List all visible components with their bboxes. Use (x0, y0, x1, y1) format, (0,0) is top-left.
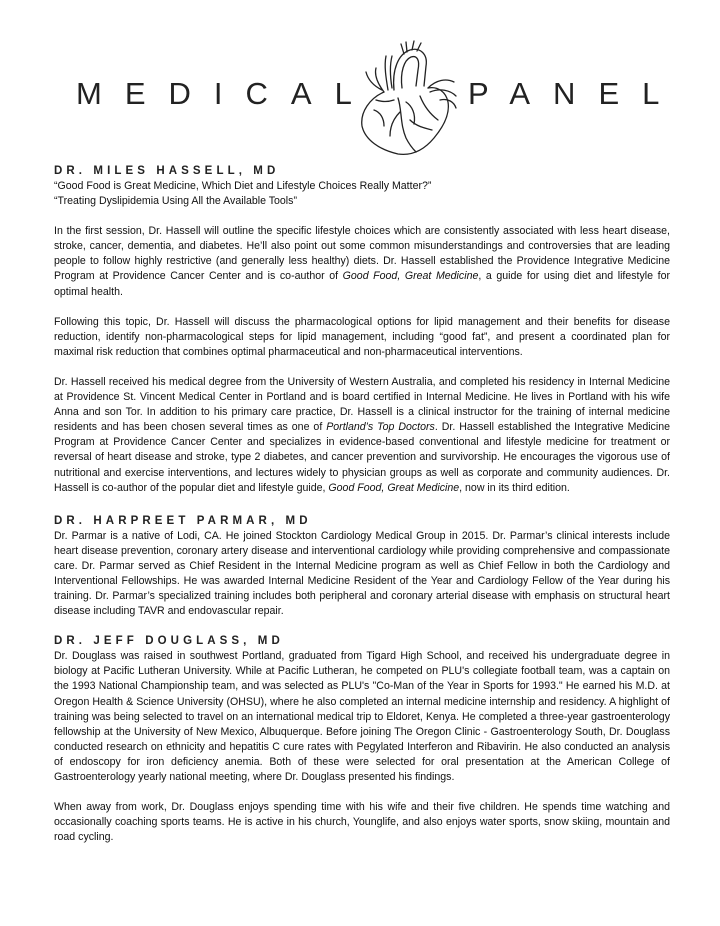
doctor-name: DR. JEFF DOUGLASS, MD (54, 635, 284, 648)
title-panel: PANEL (468, 76, 683, 111)
bio-paragraph: Dr. Hassell received his medical degree from the University of Western Australia, and completed his residency in Internal Medicine at Providence St. Vincent Medical Center in Portland and is board certified in Internal Medicine. He lives in Portland with his wife Anna and son Tor. In addition to his primary care practice, Dr. Hassell is a clinical instructor for the training of internal medicine residents and has been chosen several times as one of Portland’s Top Doctors. Dr. Hassell established the Integrative Medicine Program at Providence Cancer Center and specializes in evidence-based conventional and lifestyle medicine for treatment or reversal of heart disease and stroke, type 2 diabetes, and cancer prevention and survivorship. He encourages the vigorous use of nutritional and exercise interventions, and lectures widely to physician groups as well as corporate and community audiences. Dr. Hassell is co-author of the popular diet and lifestyle guide, Good Food, Great Medicine, now in its third edition. (54, 375, 670, 494)
doctor-section-hassell (54, 163, 670, 496)
doctor-name: DR. HARPREET PARMAR, MD (54, 514, 312, 527)
doctor-name: DR. MILES HASSELL, MD (54, 165, 280, 177)
doctor-section-douglass (54, 633, 670, 845)
talk-title: “Good Food is Great Medicine, Which Diet and Lifestyle Choices Really Matter?” (54, 180, 432, 192)
anatomical-heart-icon (354, 40, 460, 158)
bio-paragraph: Following this topic, Dr. Hassell will discuss the pharmacological options for lipid management and their benefits for disease reduction, identify non-pharmacological steps for lipid management, including “good fat”, and present a coordinated plan for maximal risk reduction that combines optimal pharmaceutical and non-pharmaceutical interventions. (54, 315, 670, 358)
page-header (0, 0, 720, 160)
honor-title: Portland’s Top Doctors (326, 421, 435, 434)
main-content (54, 163, 670, 845)
bio-paragraph: Dr. Douglass was raised in southwest Portland, graduated from Tigard High School, and received his undergraduate degree in biology at Pacific Lutheran University. While at Pacific Lutheran, he competed on PLU's collegiate football team, was a captain on the 1993 National Championship team, and was selected as PLU's "Co-Man of the Year in Sports for 1993." He earned his M.D. at Oregon Health & Science University (OHSU), where he also completed an internal medicine internship and residency. A highlight of training was being selected to travel on an international medical trip to Eldoret, Kenya. He completed a three-year gastroenterology fellowship at the University of New Mexico, Albuquerque. Before joining The Oregon Clinic - Gastroenterology South, Dr. Douglass conducted research on ethnicity and hepatitis C cure rates with Pegylated Interferon and Ribavirin. He also conducted an analysis of endoscopy for iron deficiency anemia. Both of these were selected for oral presentation at the American College of Gastroenterology yearly national meeting, where Dr. Douglass presented his findings. (54, 650, 670, 783)
talk-title: “Treating Dyslipidemia Using All the Available Tools” (54, 195, 297, 208)
doctor-section-parmar (54, 513, 670, 620)
bio-paragraph: When away from work, Dr. Douglass enjoys spending time with his wife and their five children. He spends time watching and occasionally coaching sports teams. He is active in his church, Younglife, and also enjoys water sports, snow skiing, mountain and road cycling. (54, 801, 670, 844)
book-title: Good Food, Great Medicine (328, 481, 460, 494)
bio-paragraph: Dr. Parmar is a native of Lodi, CA. He joined Stockton Cardiology Medical Group in 2015. Dr. Parmar’s clinical interests include heart disease prevention, coronary artery disease and interventional cardiology while providing comprehensive and compassionate care. Dr. Parmar served as Chief Resident in the Internal Medicine program as well as Chief Fellow in both the Cardiology and Interventional Fellowships. He was awarded Internal Medicine Resident of the Year and Cardiology Fellow of the Year during his training. Dr. Parmar’s specialized training includes both peripheral and coronary arterial disease with emphasis on structural heart disease including TAVR and endovascular repair. (54, 529, 670, 618)
book-title: Good Food, Great Medicine (342, 270, 479, 283)
title-medical: MEDICAL (76, 76, 375, 111)
bio-paragraph: In the first session, Dr. Hassell will outline the specific lifestyle choices which are consistently associated with less heart disease, stroke, cancer, dementia, and diabetes. He’ll also point out some common misunderstandings and controversies that are leading people to follow highly restrictive (and generally less healthy) diets. Dr. Hassell established the Providence Integrative Medicine Program at Providence Cancer Center and is co-author of Good Food, Great Medicine, a guide for using diet and lifestyle for optimal health. (54, 225, 670, 298)
